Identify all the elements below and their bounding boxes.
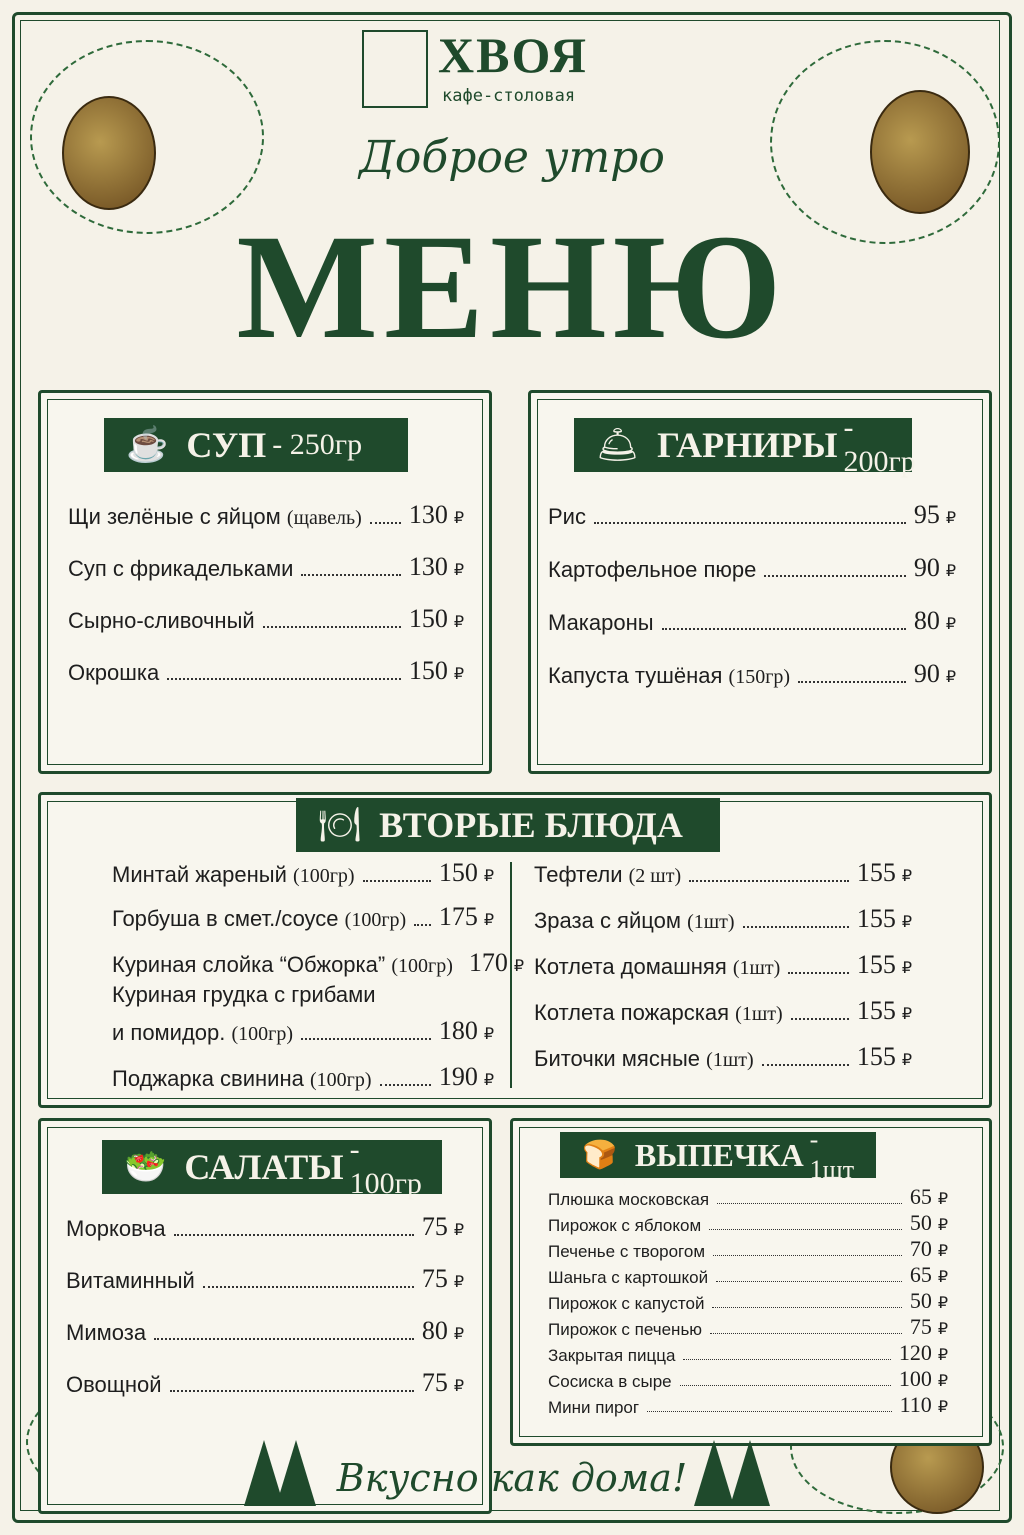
item-name-text: Сосиска в сыре: [548, 1372, 672, 1391]
price-value: 70: [909, 1236, 932, 1261]
item-name-text: Макароны: [548, 610, 654, 635]
price-value: 155: [856, 950, 896, 979]
leader-dots: [380, 1084, 431, 1086]
item-name: [66, 1372, 162, 1398]
item-name-text: Куриная слойка “Обжорка”: [112, 952, 386, 977]
item-price: [910, 1184, 948, 1210]
menu-item: [112, 902, 494, 932]
ruble-icon: ₽: [901, 914, 912, 931]
item-name: [534, 1046, 754, 1072]
price-value: 90: [913, 553, 940, 582]
footer-slogan: Вкусно как дома!: [336, 1456, 688, 1500]
price-value: 80: [421, 1316, 448, 1345]
leader-dots: [764, 575, 905, 577]
leader-dots: [363, 880, 431, 882]
sides-weight: - 200гр: [843, 411, 916, 478]
price-value: 100: [898, 1366, 932, 1391]
salads-title: САЛАТЫ: [184, 1147, 344, 1187]
leader-dots: [301, 1038, 431, 1040]
item-price: [914, 659, 956, 689]
item-name-text: Щи зелёные с яйцом: [68, 504, 281, 529]
item-name: [534, 1000, 783, 1026]
item-name: [548, 1346, 675, 1366]
menu-item: [548, 553, 956, 583]
item-name: [112, 862, 355, 888]
price-value: 150: [438, 858, 478, 887]
bread-icon: 🍞: [582, 1140, 617, 1171]
price-value: 65: [909, 1262, 932, 1287]
item-name-text: Зраза с яйцом: [534, 908, 681, 933]
leader-dots: [683, 1359, 890, 1360]
price-value: 75: [421, 1212, 448, 1241]
item-price: [439, 1062, 494, 1092]
price-value: 190: [438, 1062, 478, 1091]
menu-item: [548, 1288, 948, 1314]
item-price: [910, 1288, 948, 1314]
item-note: (1шт): [735, 1003, 783, 1025]
item-name-text: Минтай жареный: [112, 862, 287, 887]
item-name: [66, 1216, 166, 1242]
item-name-text: Котлета домашняя: [534, 954, 727, 979]
price-value: 80: [913, 606, 940, 635]
item-name: [112, 952, 453, 978]
item-name-text: Печенье с творогом: [548, 1242, 706, 1261]
menu-item: [548, 606, 956, 636]
item-name-text: Пирожок с яблоком: [548, 1216, 702, 1235]
menu-item: [534, 904, 912, 934]
item-price: [857, 904, 912, 934]
leader-dots: [370, 522, 401, 524]
ruble-icon: ₽: [483, 868, 494, 885]
menu-item: [548, 659, 956, 689]
item-price: [910, 1236, 948, 1262]
price-value: 170: [468, 948, 508, 977]
ruble-icon: ₽: [453, 1378, 464, 1395]
price-value: 155: [856, 858, 896, 887]
price-value: 120: [898, 1340, 932, 1365]
price-value: 180: [438, 1016, 478, 1045]
bakery-weight: - 1шт: [809, 1125, 855, 1184]
item-price: [422, 1368, 464, 1398]
leader-dots: [301, 574, 400, 576]
ruble-icon: ₽: [453, 666, 464, 683]
item-price: [422, 1264, 464, 1294]
mains-banner: [296, 798, 720, 852]
leader-dots: [709, 1229, 902, 1230]
leader-dots: [680, 1385, 891, 1386]
item-price: [899, 1366, 948, 1392]
menu-item: [534, 1042, 912, 1072]
item-name-text: Шаньга с картошкой: [548, 1268, 709, 1287]
menu-item: [68, 500, 464, 530]
item-name-line2: и помидор.: [112, 1020, 226, 1045]
item-name-text: Капуста тушёная: [548, 663, 723, 688]
ruble-icon: ₽: [513, 958, 525, 975]
menu-item: [548, 1366, 948, 1392]
menu-item: [66, 1212, 464, 1242]
ruble-icon: ₽: [937, 1191, 948, 1208]
item-note: (100гр): [231, 1023, 294, 1045]
ruble-icon: ₽: [937, 1269, 948, 1286]
leader-dots: [174, 1234, 414, 1236]
leader-dots: [762, 1064, 849, 1066]
menu-item: [548, 1184, 948, 1210]
ruble-icon: ₽: [945, 563, 956, 580]
ruble-icon: ₽: [937, 1217, 948, 1234]
ruble-icon: ₽: [453, 1222, 464, 1239]
leader-dots: [167, 678, 401, 680]
item-name: [68, 660, 159, 686]
item-name-text: Плюшка московская: [548, 1190, 710, 1209]
item-price: [857, 950, 912, 980]
salads-weight: - 100гр: [349, 1133, 422, 1200]
cloche-icon: 🛎: [596, 427, 640, 464]
menu-item: [534, 996, 912, 1026]
item-note: (1шт): [706, 1049, 754, 1071]
item-note: (100гр): [293, 865, 355, 887]
item-note: (2 шт): [628, 865, 682, 887]
price-value: 155: [856, 996, 896, 1025]
menu-item: [66, 1368, 464, 1398]
plate-icon: 🍽: [318, 807, 362, 844]
ruble-icon: ₽: [483, 1072, 494, 1089]
item-price: [409, 604, 464, 634]
item-price: [439, 858, 494, 888]
leader-dots: [710, 1333, 902, 1334]
ruble-icon: ₽: [937, 1295, 948, 1312]
item-price: [422, 1212, 464, 1242]
item-price: [439, 902, 494, 932]
item-note: (150гр): [728, 666, 791, 688]
item-name: [66, 1320, 146, 1346]
item-price: [409, 656, 464, 686]
item-name: [534, 954, 780, 980]
item-price: [914, 500, 956, 530]
salad-bowl-icon: 🥗: [124, 1149, 167, 1186]
leader-dots: [647, 1411, 892, 1412]
item-name: [534, 862, 681, 888]
price-value: 50: [909, 1288, 932, 1313]
leader-dots: [717, 1203, 902, 1204]
ruble-icon: ₽: [937, 1373, 948, 1390]
menu-item: [112, 1016, 494, 1046]
menu-item: [548, 1392, 948, 1418]
item-price: [469, 948, 524, 978]
ruble-icon: ₽: [945, 510, 956, 527]
item-name: [68, 556, 293, 582]
item-name: [112, 906, 406, 932]
ruble-icon: ₽: [937, 1321, 948, 1338]
menu-item: [112, 1062, 494, 1092]
soup-title: СУП: [186, 425, 267, 465]
item-price: [439, 1016, 494, 1046]
leader-dots: [414, 924, 431, 926]
item-name-text: Суп с фрикадельками: [68, 556, 294, 581]
item-name-text: Поджарка свинина: [112, 1066, 304, 1091]
price-value: 110: [899, 1392, 932, 1417]
leader-dots: [662, 628, 906, 630]
item-note: (1шт): [687, 911, 735, 933]
leader-dots: [713, 1255, 902, 1256]
page-title: МЕНЮ: [236, 204, 788, 370]
menu-item: [112, 948, 525, 978]
ruble-icon: ₽: [453, 562, 464, 579]
bakery-title: ВЫПЕЧКА: [634, 1136, 804, 1173]
menu-item: [66, 1316, 464, 1346]
ruble-icon: ₽: [901, 960, 912, 977]
item-name-text: Морковча: [66, 1216, 166, 1241]
item-price: [910, 1314, 948, 1340]
item-note: (100гр): [309, 1069, 372, 1091]
item-price: [409, 552, 464, 582]
ruble-icon: ₽: [483, 912, 494, 929]
price-value: 95: [913, 500, 940, 529]
menu-item: [68, 552, 464, 582]
item-price: [910, 1210, 948, 1236]
price-value: 155: [856, 1042, 896, 1071]
menu-item: [548, 500, 956, 530]
item-name-text: Биточки мясные: [534, 1046, 701, 1071]
ruble-icon: ₽: [901, 1052, 912, 1069]
ruble-icon: ₽: [453, 1274, 464, 1291]
soup-banner: [104, 418, 408, 472]
item-price: [899, 1340, 948, 1366]
ruble-icon: ₽: [483, 1026, 494, 1043]
menu-item: [548, 1314, 948, 1340]
item-name-text: Витаминный: [66, 1268, 195, 1293]
leader-dots: [594, 522, 906, 524]
item-name-text: Окрошка: [68, 660, 160, 685]
ruble-icon: ₽: [453, 1326, 464, 1343]
brand-name: ХВОЯ: [438, 27, 588, 83]
item-note: (1шт): [732, 957, 781, 979]
item-note: (щавель): [286, 507, 362, 529]
ruble-icon: ₽: [937, 1399, 948, 1416]
item-name: [548, 1216, 701, 1236]
ruble-icon: ₽: [937, 1243, 948, 1260]
leader-dots: [203, 1286, 414, 1288]
item-name-text: Картофельное пюре: [548, 557, 757, 582]
item-name: [548, 663, 790, 689]
menu-item-line1: [112, 982, 494, 1008]
item-name: [112, 1020, 293, 1046]
item-name-text: Сырно-сливочный: [68, 608, 255, 633]
ruble-icon: ₽: [453, 614, 464, 631]
item-price: [900, 1392, 948, 1418]
menu-item: [66, 1264, 464, 1294]
item-name-text: Закрытая пицца: [548, 1346, 676, 1365]
item-name: [548, 1398, 639, 1418]
leader-dots: [712, 1307, 901, 1308]
leader-dots: [170, 1390, 414, 1392]
mains-title: ВТОРЫЕ БЛЮДА: [379, 805, 683, 845]
item-price: [422, 1316, 464, 1346]
menu-item: [534, 950, 912, 980]
greeting: Доброе утро: [359, 132, 665, 183]
item-name: [68, 608, 255, 634]
soup-weight: - 250гр: [272, 428, 363, 461]
item-price: [914, 606, 956, 636]
brand-subtitle: кафе-столовая: [442, 86, 576, 106]
sides-banner: [574, 411, 916, 478]
item-name: [68, 504, 362, 530]
item-price: [409, 500, 464, 530]
price-value: 65: [909, 1184, 932, 1209]
menu-item: [548, 1262, 948, 1288]
item-name: [112, 1066, 372, 1092]
price-value: 75: [909, 1314, 932, 1339]
ruble-icon: ₽: [945, 616, 956, 633]
item-price: [910, 1262, 948, 1288]
price-value: 50: [909, 1210, 932, 1235]
menu-item: [534, 858, 912, 888]
leader-dots: [798, 681, 906, 683]
item-name: Куриная грудка с грибами: [112, 982, 376, 1007]
menu-item: [548, 1340, 948, 1366]
leader-dots: [263, 626, 401, 628]
item-name-text: Котлета пожарская: [534, 1000, 730, 1025]
ruble-icon: ₽: [937, 1347, 948, 1364]
sides-title: ГАРНИРЫ: [657, 425, 838, 465]
leader-dots: [788, 972, 848, 974]
price-value: 150: [408, 656, 448, 685]
item-name-text: Тефтели: [534, 862, 623, 887]
leader-dots: [689, 880, 849, 882]
soup-bowl-icon: ☕: [126, 427, 169, 464]
leader-dots: [154, 1338, 414, 1340]
item-note: (100гр): [344, 909, 407, 931]
leader-dots: [716, 1281, 902, 1282]
bakery-banner: [560, 1125, 876, 1184]
price-value: 75: [421, 1368, 448, 1397]
menu-item: [68, 604, 464, 634]
price-value: 175: [438, 902, 478, 931]
ruble-icon: ₽: [901, 1006, 912, 1023]
item-name: [548, 610, 654, 636]
menu-item: [112, 858, 494, 888]
leader-dots: [791, 1018, 849, 1020]
item-name-text: Мини пирог: [548, 1398, 640, 1417]
item-name: [548, 1372, 672, 1392]
price-value: 150: [408, 604, 448, 633]
item-name: [66, 1268, 195, 1294]
item-name-text: Мимоза: [66, 1320, 147, 1345]
item-name-text: Горбуша в смет./соусе: [112, 906, 339, 931]
item-name: [548, 1294, 704, 1314]
item-name-text: Пирожок с капустой: [548, 1294, 705, 1313]
logo-emblem-icon: [362, 30, 428, 108]
ruble-icon: ₽: [901, 868, 912, 885]
price-value: 130: [408, 552, 448, 581]
item-name: [548, 1242, 705, 1262]
item-note: (100гр): [391, 955, 453, 977]
item-name: [548, 1190, 709, 1210]
menu-item: [68, 656, 464, 686]
price-value: 155: [856, 904, 896, 933]
salads-banner: [102, 1133, 442, 1200]
item-name: [534, 908, 735, 934]
item-name-text: Овощной: [66, 1372, 162, 1397]
item-price: [914, 553, 956, 583]
item-name: [548, 557, 756, 583]
leader-dots: [743, 926, 849, 928]
price-value: 130: [408, 500, 448, 529]
item-name: [548, 1268, 708, 1288]
menu-item: [548, 1236, 948, 1262]
logo: [362, 27, 662, 110]
item-price: [857, 996, 912, 1026]
price-value: 90: [913, 659, 940, 688]
menu-item: [548, 1210, 948, 1236]
item-name-text: Пирожок с печенью: [548, 1320, 703, 1339]
ruble-icon: ₽: [945, 669, 956, 686]
item-price: [857, 858, 912, 888]
price-value: 75: [421, 1264, 448, 1293]
item-name: [548, 1320, 702, 1340]
ruble-icon: ₽: [453, 510, 464, 527]
item-price: [857, 1042, 912, 1072]
item-name-text: Рис: [548, 504, 586, 529]
item-name: [548, 504, 586, 530]
